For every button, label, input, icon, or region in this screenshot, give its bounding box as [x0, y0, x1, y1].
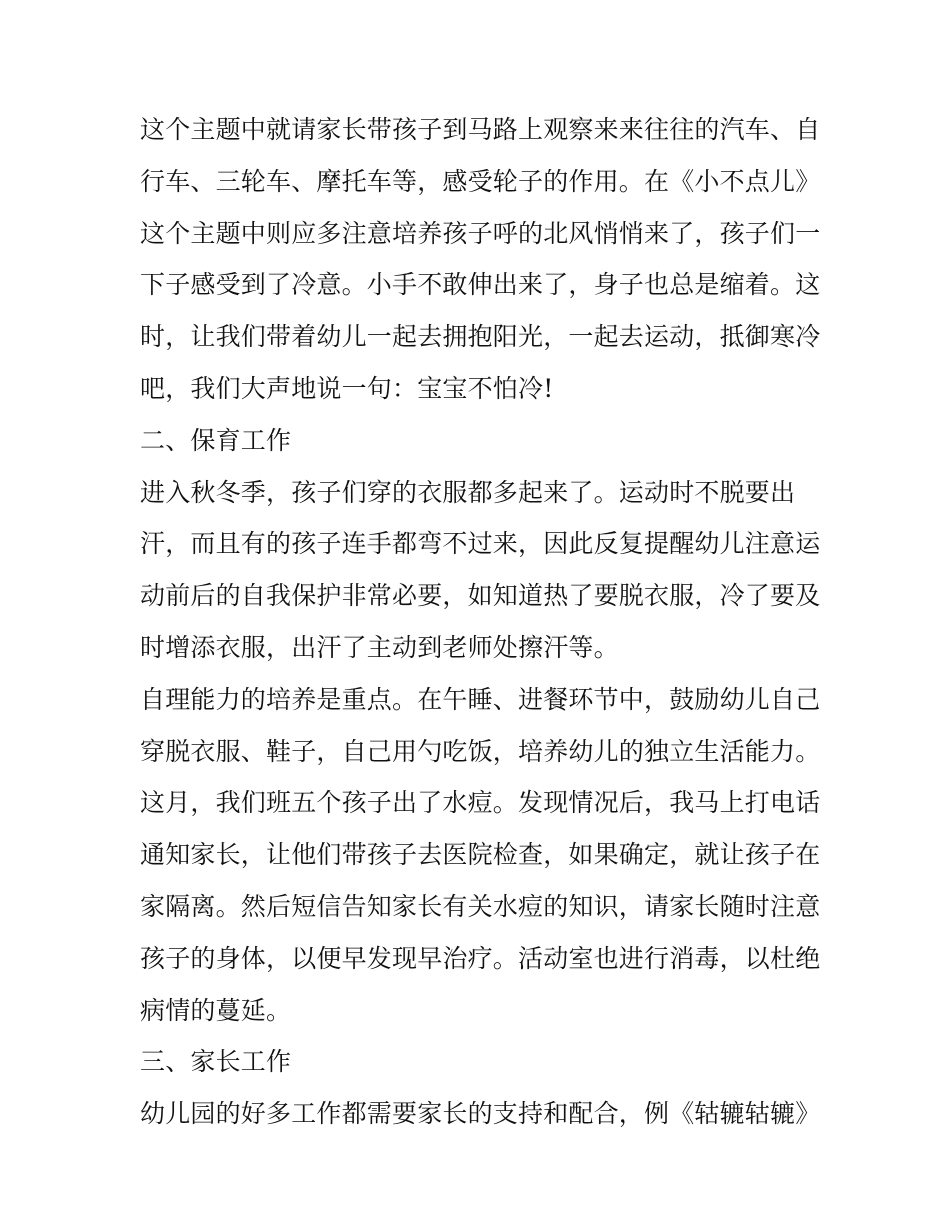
text-line: 进入秋冬季，孩子们穿的衣服都多起来了。运动时不脱要出 — [140, 477, 796, 507]
text-line: 下子感受到了冷意。小手不敢伸出来了，身子也总是缩着。这 — [140, 270, 821, 300]
text-line: 穿脱衣服、鞋子，自己用勺吃饭，培养幼儿的独立生活能力。 — [140, 736, 821, 766]
text-line: 自理能力的培养是重点。在午睡、进餐环节中，鼓励幼儿自己 — [140, 684, 821, 714]
text-line: 这个主题中就请家长带孩子到马路上观察来来往往的汽车、自 — [140, 115, 821, 144]
section-heading: 三、家长工作 — [140, 1047, 292, 1077]
text-line: 时，让我们带着幼儿一起去拥抱阳光，一起去运动，抵御寒冷 — [140, 322, 821, 352]
text-line: 时增添衣服，出汗了主动到老师处擦汗等。 — [140, 632, 619, 662]
text-line: 这个主题中则应多注意培养孩子呼的北风悄悄来了，孩子们一 — [140, 218, 821, 248]
text-line: 动前后的自我保护非常必要，如知道热了要脱衣服，冷了要及 — [140, 581, 821, 611]
text-line: 吧，我们大声地说一句：宝宝不怕冷! — [140, 373, 554, 403]
document-body — [140, 104, 821, 1140]
text-line: 幼儿园的好多工作都需要家长的支持和配合，例《轱辘轱辘》 — [140, 1099, 821, 1129]
text-line: 家隔离。然后短信告知家长有关水痘的知识，请家长随时注意 — [140, 891, 821, 921]
text-line: 孩子的身体，以便早发现早治疗。活动室也进行消毒，以杜绝 — [140, 943, 821, 973]
text-line: 汗，而且有的孩子连手都弯不过来，因此反复提醒幼儿注意运 — [140, 529, 821, 559]
text-line: 这月，我们班五个孩子出了水痘。发现情况后，我马上打电话 — [140, 788, 821, 818]
text-line: 病情的蔓延。 — [140, 995, 292, 1025]
text-line: 通知家长，让他们带孩子去医院检查，如果确定，就让孩子在 — [140, 840, 821, 870]
text-line: 行车、三轮车、摩托车等，感受轮子的作用。在《小不点儿》 — [140, 166, 821, 196]
section-heading: 二、保育工作 — [140, 425, 292, 455]
